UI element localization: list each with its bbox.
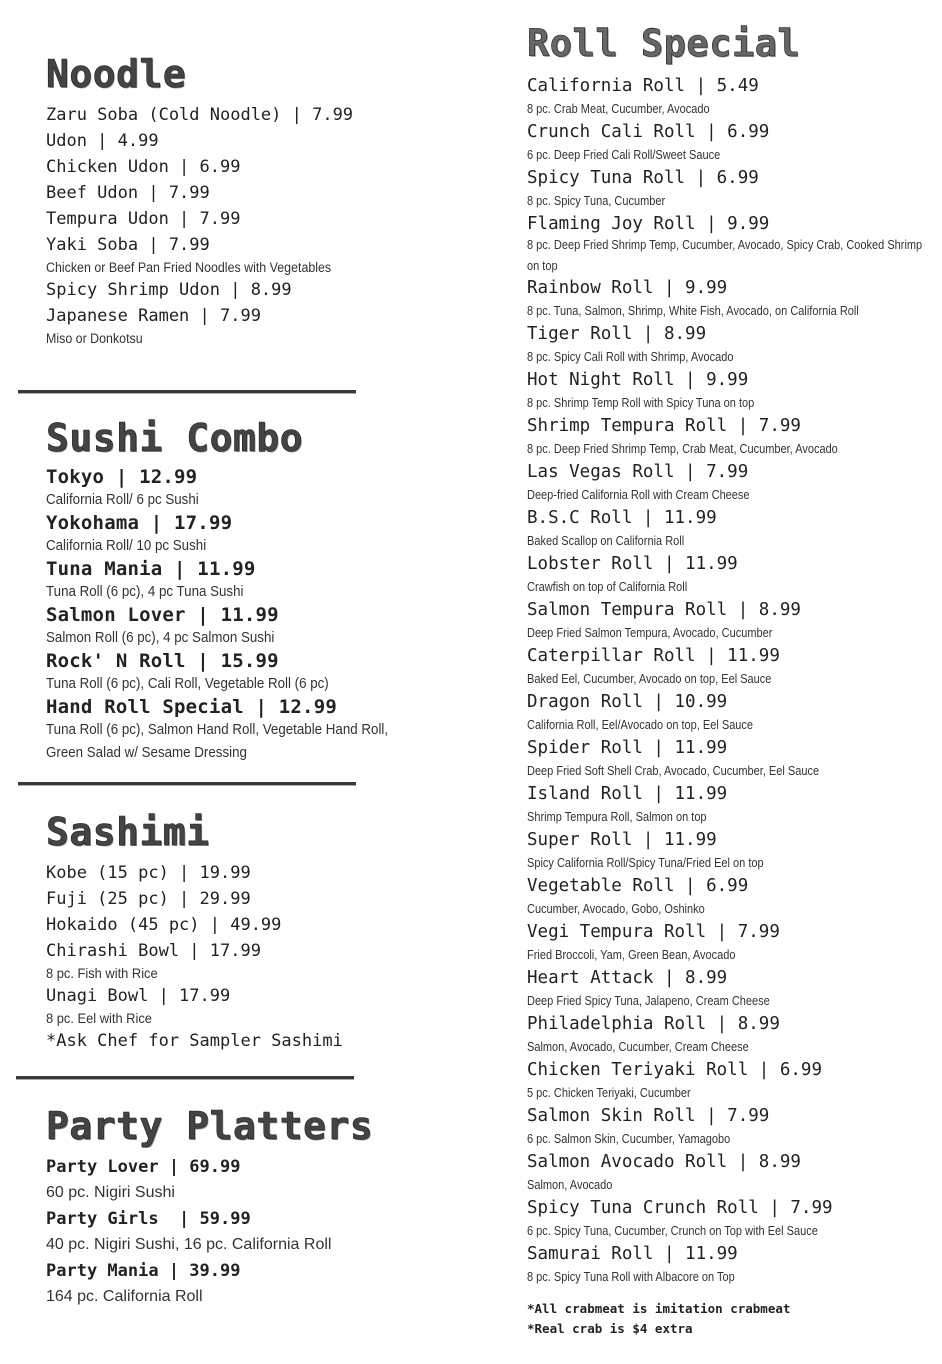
menu-item-name: Zaru Soba (Cold Noodle) | 7.99: [46, 104, 354, 125]
left-column: [46, 52, 446, 1305]
menu-item-name: Salmon Avocado Roll | 8.99: [527, 1151, 801, 1172]
menu-item-name: Unagi Bowl | 17.99: [46, 985, 231, 1006]
menu-item-name: California Roll | 5.49: [527, 75, 759, 96]
menu-item-desc: 8 pc. Shrimp Temp Roll with Spicy Tuna on top: [527, 395, 755, 410]
menu-item-name: Kobe (15 pc) | 19.99: [46, 862, 251, 883]
menu-item-desc: 5 pc. Chicken Teriyaki, Cucumber: [527, 1085, 691, 1100]
menu-item-desc: Tuna Roll (6 pc), Cali Roll, Vegetable Roll (6 pc): [46, 675, 329, 692]
menu-item-desc: Baked Eel, Cucumber, Avocado on top, Eel Sauce: [527, 671, 772, 686]
menu-item-desc: 8 pc. Deep Fried Shrimp Temp, Crab Meat, Cucumber, Avocado: [527, 441, 838, 456]
menu-item-desc: 164 pc. California Roll: [46, 1287, 203, 1305]
menu-item-desc: 8 pc. Spicy Tuna, Cucumber: [527, 193, 666, 208]
menu-item-desc: Chicken or Beef Pan Fried Noodles with Vegetables: [46, 259, 332, 275]
menu-item-desc: Deep-fried California Roll with Cream Cheese: [527, 487, 750, 502]
menu-item-name: Udon | 4.99: [46, 130, 159, 151]
menu-item-name: Flaming Joy Roll | 9.99: [527, 213, 770, 234]
menu-item-name: *Ask Chef for Sampler Sashimi: [46, 1030, 343, 1051]
menu-item-desc: 8 pc. Fish with Rice: [46, 964, 158, 981]
menu-item-desc: California Roll/ 6 pc Sushi: [46, 491, 199, 508]
menu-item-desc: Deep Fried Spicy Tuna, Jalapeno, Cream Cheese: [527, 993, 770, 1008]
menu-item-name: Tuna Mania | 11.99: [46, 557, 256, 580]
menu-item-name: Yokohama | 17.99: [46, 511, 233, 534]
menu-item-name: Dragon Roll | 10.99: [527, 691, 728, 712]
footnote: *All crabmeat is imitation crabmeat: [527, 1300, 791, 1316]
menu-item-name: Island Roll | 11.99: [527, 783, 728, 804]
menu-item-desc: Spicy California Roll/Spicy Tuna/Fried Eel on top: [527, 855, 764, 870]
menu-item-name: Chirashi Bowl | 17.99: [46, 940, 261, 961]
right-column: [527, 24, 932, 1339]
menu-item-name: Las Vegas Roll | 7.99: [527, 461, 749, 482]
sushi-combo-section: [46, 418, 446, 765]
menu-item-desc: Baked Scallop on California Roll: [527, 533, 685, 548]
menu-item-name: Chicken Teriyaki Roll | 6.99: [527, 1059, 823, 1080]
menu-item-name: Party Lover | 69.99: [46, 1156, 241, 1177]
menu-item-name: Tokyo | 12.99: [46, 465, 198, 488]
menu-item-desc: Miso or Donkotsu: [46, 330, 143, 346]
menu-item-name: Heart Attack | 8.99: [527, 967, 728, 988]
section-title-roll-special: Roll Special: [527, 22, 801, 65]
menu-item-name: Hot Night Roll | 9.99: [527, 369, 749, 390]
menu-item-name: Samurai Roll | 11.99: [527, 1243, 738, 1264]
menu-item-name: Tempura Udon | 7.99: [46, 208, 241, 229]
menu-item-name: Japanese Ramen | 7.99: [46, 305, 261, 326]
menu-item-desc: 6 pc. Deep Fried Cali Roll/Sweet Sauce: [527, 147, 721, 162]
menu-item-desc: 8 pc. Tuna, Salmon, Shrimp, White Fish, Avocado, on California Roll: [527, 303, 859, 318]
party-platters-section: [46, 1106, 446, 1310]
menu-item-name: Hokaido (45 pc) | 49.99: [46, 914, 282, 935]
menu-item-name: Vegetable Roll | 6.99: [527, 875, 749, 896]
section-divider: [18, 390, 356, 394]
menu-item-desc: 8 pc. Deep Fried Shrimp Temp, Cucumber, Avocado, Spicy Crab, Cooked Shrimp on top: [527, 237, 923, 273]
roll-list: [527, 75, 932, 1289]
menu-item-desc: 8 pc. Spicy Tuna Roll with Albacore on Top: [527, 1269, 735, 1284]
section-divider: [18, 782, 356, 786]
menu-item-name: Tiger Roll | 8.99: [527, 323, 707, 344]
menu-item-desc: Tuna Roll (6 pc), Salmon Hand Roll, Vegetable Hand Roll, Green Salad w/ Sesame Dressing: [46, 721, 389, 761]
menu-item-desc: 40 pc. Nigiri Sushi, 16 pc. California Roll: [46, 1235, 332, 1253]
menu-item-desc: California Roll/ 10 pc Sushi: [46, 537, 207, 554]
section-divider: [16, 1076, 354, 1080]
menu-item-desc: Crawfish on top of California Roll: [527, 579, 688, 594]
menu-item-name: Yaki Soba | 7.99: [46, 234, 210, 255]
menu-item-name: Caterpillar Roll | 11.99: [527, 645, 780, 666]
menu-item-name: Super Roll | 11.99: [527, 829, 717, 850]
menu-item-desc: 8 pc. Eel with Rice: [46, 1009, 152, 1026]
menu-item-desc: 8 pc. Crab Meat, Cucumber, Avocado: [527, 101, 710, 116]
menu-item-name: B.S.C Roll | 11.99: [527, 507, 717, 528]
section-title-party-platters: Party Platters: [46, 1104, 374, 1148]
menu-item-desc: Shrimp Tempura Roll, Salmon on top: [527, 809, 707, 824]
menu-item-name: Salmon Skin Roll | 7.99: [527, 1105, 770, 1126]
menu-item-name: Rock' N Roll | 15.99: [46, 649, 279, 672]
menu-item-name: Fuji (25 pc) | 29.99: [46, 888, 251, 909]
sashimi-section: [46, 812, 446, 1054]
section-title-noodle: Noodle: [46, 52, 187, 96]
menu-item-desc: California Roll, Eel/Avocado on top, Eel Sauce: [527, 717, 754, 732]
menu-item-name: Spicy Tuna Roll | 6.99: [527, 167, 759, 188]
menu-item-name: Vegi Tempura Roll | 7.99: [527, 921, 780, 942]
menu-item-name: Lobster Roll | 11.99: [527, 553, 738, 574]
menu-item-desc: 60 pc. Nigiri Sushi: [46, 1183, 175, 1201]
menu-item-name: Salmon Lover | 11.99: [46, 603, 279, 626]
roll-special-section: [527, 24, 932, 1339]
menu-item-name: Chicken Udon | 6.99: [46, 156, 241, 177]
menu-item-name: Party Mania | 39.99: [46, 1260, 241, 1281]
footnotes: [527, 1299, 932, 1339]
menu-item-desc: Salmon Roll (6 pc), 4 pc Salmon Sushi: [46, 629, 275, 646]
menu-item-name: Philadelphia Roll | 8.99: [527, 1013, 780, 1034]
noodle-section: [46, 54, 446, 348]
menu-item-desc: 6 pc. Spicy Tuna, Cucumber, Crunch on Top with Eel Sauce: [527, 1223, 818, 1238]
menu-item-name: Beef Udon | 7.99: [46, 182, 210, 203]
menu-item-desc: Deep Fried Salmon Tempura, Avocado, Cucumber: [527, 625, 773, 640]
menu-item-desc: Cucumber, Avocado, Gobo, Oshinko: [527, 901, 705, 916]
menu-item-name: Crunch Cali Roll | 6.99: [527, 121, 770, 142]
menu-item-desc: Fried Broccoli, Yam, Green Bean, Avocado: [527, 947, 736, 962]
menu-item-desc: 6 pc. Salmon Skin, Cucumber, Yamagobo: [527, 1131, 731, 1146]
menu-item-name: Spider Roll | 11.99: [527, 737, 728, 758]
menu-item-name: Hand Roll Special | 12.99: [46, 695, 337, 718]
menu-item-name: Salmon Tempura Roll | 8.99: [527, 599, 801, 620]
menu-item-desc: Salmon, Avocado, Cucumber, Cream Cheese: [527, 1039, 749, 1054]
section-title-sushi-combo: Sushi Combo: [46, 416, 304, 460]
menu-item-desc: 8 pc. Spicy Cali Roll with Shrimp, Avocado: [527, 349, 734, 364]
footnote: *Real crab is $4 extra: [527, 1320, 693, 1336]
menu-item-name: Shrimp Tempura Roll | 7.99: [527, 415, 801, 436]
menu-item-name: Spicy Tuna Crunch Roll | 7.99: [527, 1197, 833, 1218]
menu-item-desc: Tuna Roll (6 pc), 4 pc Tuna Sushi: [46, 583, 244, 600]
section-title-sashimi: Sashimi: [46, 810, 210, 854]
menu-item-desc: Deep Fried Soft Shell Crab, Avocado, Cucumber, Eel Sauce: [527, 763, 820, 778]
menu-item-desc: Salmon, Avocado: [527, 1177, 613, 1192]
menu-item-name: Party Girls | 59.99: [46, 1208, 251, 1229]
menu-item-name: Rainbow Roll | 9.99: [527, 277, 728, 298]
menu-item-name: Spicy Shrimp Udon | 8.99: [46, 279, 292, 300]
